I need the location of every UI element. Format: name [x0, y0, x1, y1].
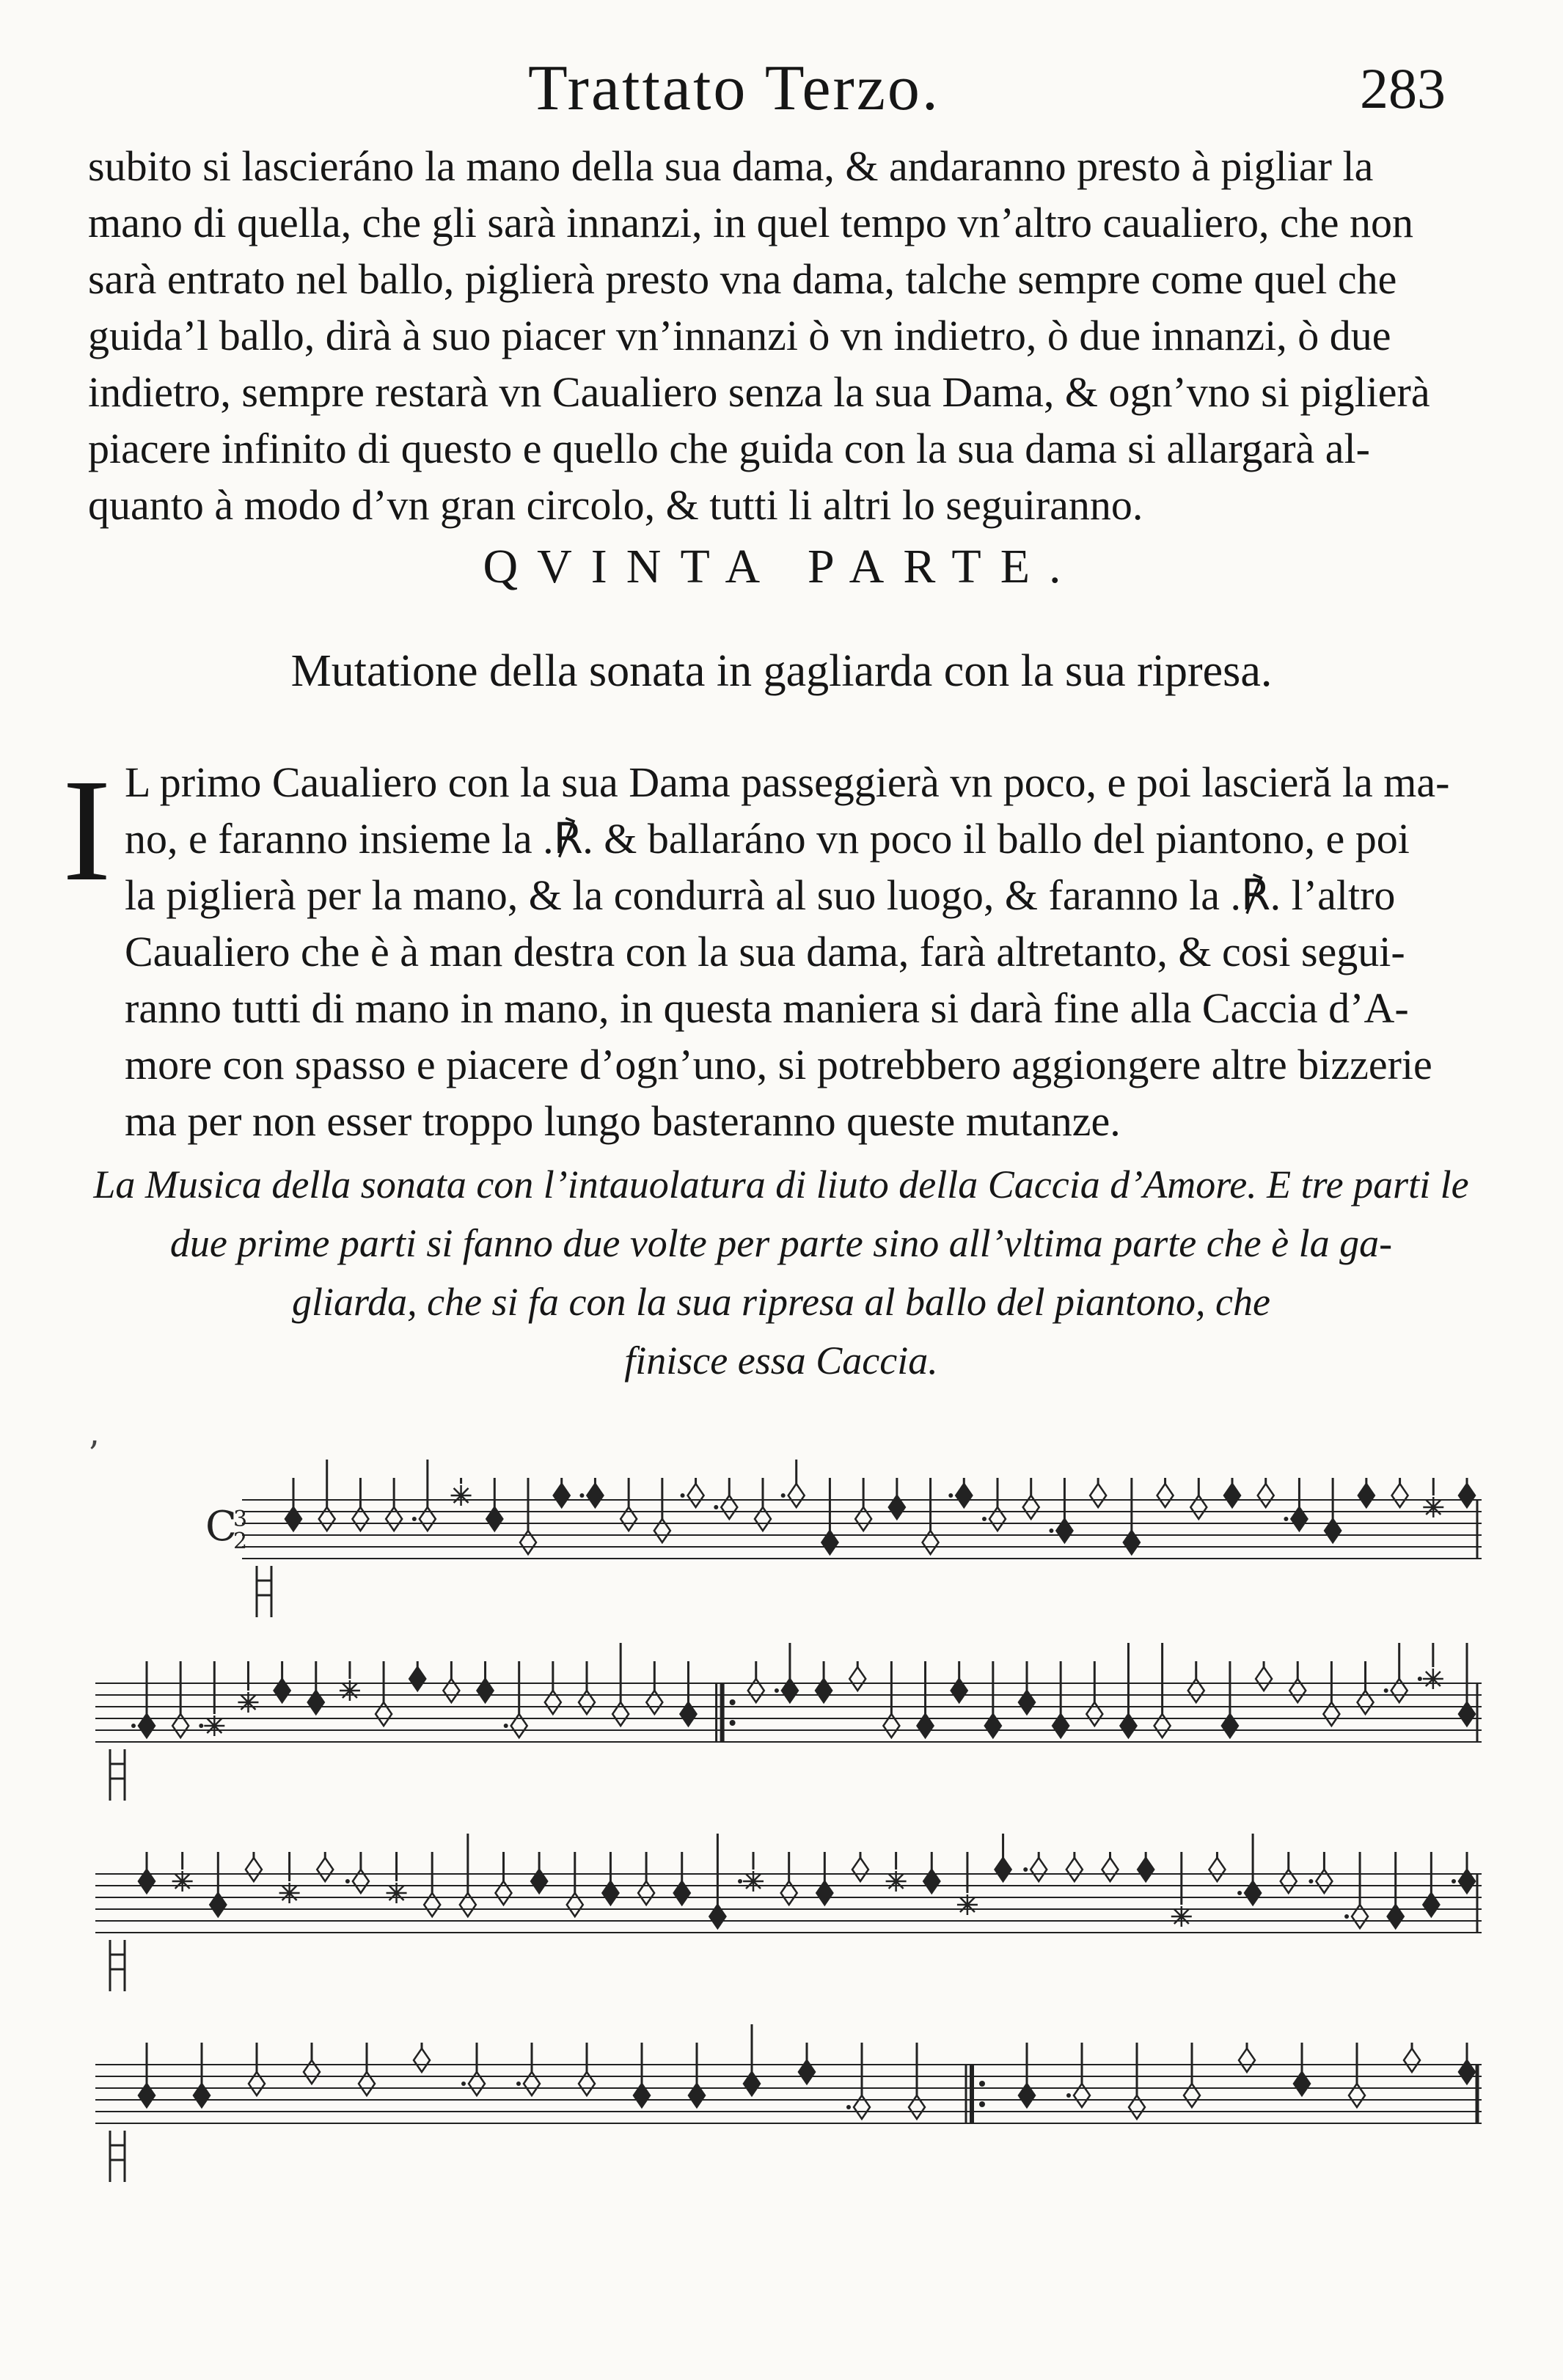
tablature-note-icon: [602, 1852, 618, 1905]
tablature-note-icon: [1171, 1852, 1192, 1927]
tablature-note-icon: [634, 2043, 650, 2107]
tablature-note-icon: [274, 1661, 290, 1702]
tablature-note-icon: [948, 1478, 972, 1507]
caption-line: finisce essa Caccia.: [624, 1339, 938, 1383]
tablature-note-icon: [1066, 1852, 1083, 1881]
music-caption: [73, 1155, 1489, 1390]
section-heading: QVINTA PARTE.: [483, 540, 1080, 593]
tablature-note-icon: [1459, 1643, 1475, 1726]
tablature-note-icon: [1308, 1852, 1332, 1893]
tablature-note-icon: [849, 1661, 865, 1691]
tablature-note-icon: [139, 1852, 155, 1893]
tablature-note-icon: [816, 1852, 832, 1905]
text-line: mano di quella, che gli sarà innanzi, in quel tempo vn’altro caualiero, che non: [88, 199, 1414, 246]
lute-tablature-system-2: [0, 1643, 1563, 1863]
time-signature-icon: [205, 1503, 247, 1554]
tablature-note-icon: [612, 1643, 629, 1726]
tablature-note-icon: [520, 1478, 536, 1554]
tablature-note-icon: [486, 1478, 502, 1531]
tablature-note-icon: [709, 1834, 725, 1928]
tablature-note-icon: [923, 1478, 939, 1554]
tablature-note-icon: [285, 1478, 301, 1531]
tablature-note-icon: [1418, 1643, 1443, 1689]
tablature-note-icon: [414, 2043, 430, 2072]
text-line: L primo Caualiero con la sua Dama passeggierà vn poco, e poi lascieră la ma-: [125, 758, 1450, 806]
tablature-note-icon: [1349, 2043, 1365, 2107]
caption-line: La Musica della sonata con l’intauolatura di liuto della Caccia d’Amore. E tre parti le: [93, 1162, 1469, 1207]
tablature-note-icon: [1086, 1661, 1102, 1726]
tablature-note-icon: [139, 2043, 155, 2107]
tablature-note-icon: [131, 1661, 155, 1738]
tablature-note-icon: [714, 1478, 737, 1519]
tablature-note-icon: [1289, 1661, 1306, 1702]
text-line: sarà entrato nel ballo, piglierà presto vna dama, talche sempre come quel che: [88, 255, 1397, 303]
lute-tablature-system-3: [0, 1834, 1563, 2054]
second-paragraph: [125, 754, 1489, 1149]
tablature-note-icon: [1120, 1643, 1136, 1738]
tablature-note-icon: [1023, 1852, 1047, 1881]
text-line: quanto à modo d’vn gran circolo, & tutti li altri lo seguiranno.: [88, 481, 1143, 529]
tablature-note-icon: [199, 1661, 224, 1736]
tablature-note-icon: [412, 1460, 436, 1531]
tablature-note-icon: [387, 1852, 407, 1903]
tablature-note-icon: [477, 1661, 494, 1702]
tablature-note-icon: [846, 2043, 870, 2119]
tablature-note-icon: [1157, 1478, 1174, 1507]
tablature-note-icon: [799, 2043, 815, 2084]
page-number: 283: [1360, 56, 1446, 120]
margin-mark: ’: [88, 1434, 100, 1475]
tablature-note-icon: [1102, 1852, 1119, 1881]
svg-text:C: C: [205, 1503, 237, 1550]
text-line: indietro, sempre restarà vn Caualiero senza la sua Dama, & ogn’vno si piglierà: [88, 368, 1430, 416]
tablature-note-icon: [1209, 1852, 1225, 1881]
tablature-note-icon: [1388, 1852, 1404, 1928]
tablature-note-icon: [1023, 1478, 1039, 1519]
tablature-note-icon: [567, 1852, 583, 1916]
tablature-note-icon: [1452, 1852, 1475, 1893]
page-title: Trattato Terzo.: [528, 53, 940, 124]
tablature-note-icon: [194, 2043, 210, 2107]
tablature-note-icon: [680, 1661, 696, 1726]
tablature-note-icon: [748, 1661, 764, 1702]
tablature-note-icon: [376, 1661, 392, 1726]
lute-tablature-system-4: [0, 2024, 1563, 2244]
drop-cap: I: [62, 750, 111, 912]
text-line: ma per non esser troppo lungo basteranno queste mutanze.: [125, 1097, 1121, 1145]
tablature-note-icon: [319, 1460, 335, 1531]
text-line: ranno tutti di mano in mano, in questa maniera si darà fine alla Caccia d’A-: [125, 984, 1409, 1032]
tablature-note-icon: [460, 1834, 476, 1916]
tablature-note-icon: [1281, 1852, 1297, 1893]
tablature-note-icon: [424, 1852, 440, 1916]
tablature-note-icon: [909, 2043, 925, 2119]
tablature-note-icon: [1392, 1478, 1408, 1507]
tablature-note-icon: [1325, 1478, 1341, 1542]
tablature-note-icon: [1237, 1834, 1261, 1905]
tablature-note-icon: [918, 1661, 934, 1738]
tablature-note-icon: [1256, 1661, 1272, 1691]
tablature-note-icon: [957, 1852, 978, 1915]
tablature-note-icon: [883, 1661, 899, 1738]
tablature-note-icon: [985, 1661, 1001, 1738]
tablature-note-icon: [995, 1834, 1011, 1881]
text-line: Caualiero che è à man destra con la sua dama, farà altretanto, & cosi segui-: [125, 928, 1405, 975]
svg-text:2: 2: [233, 1528, 248, 1554]
tablature-note-icon: [1239, 2043, 1255, 2072]
tablature-note-icon: [1019, 1661, 1035, 1714]
tablature-note-icon: [821, 1478, 838, 1554]
tablature-note-icon: [504, 1661, 527, 1738]
tablature-note-icon: [531, 1852, 547, 1893]
tablature-note-icon: [951, 1661, 967, 1702]
tablature-note-icon: [1358, 1478, 1375, 1507]
text-line: no, e faranno insieme la .℟. & ballaráno vn poco il ballo del piantono, e poi: [125, 815, 1410, 863]
tablature-note-icon: [1184, 2043, 1200, 2107]
tablature-note-icon: [852, 1852, 868, 1881]
tablature-note-icon: [1090, 1478, 1106, 1507]
tablature-note-icon: [674, 1852, 690, 1905]
tablature-note-icon: [1344, 1852, 1368, 1928]
rhythm-flag-icon: [257, 1566, 271, 1617]
section-subtitle: Mutatione della sonata in gagliarda con la sua ripresa.: [290, 646, 1273, 696]
tablature-note-icon: [579, 1478, 603, 1507]
tablature-note-icon: [1124, 1478, 1140, 1554]
tablature-note-icon: [1049, 1478, 1072, 1542]
tablature-note-icon: [1384, 1643, 1408, 1702]
tablature-note-icon: [1129, 2043, 1145, 2119]
rhythm-flag-icon: [110, 1749, 125, 1801]
tablature-note-icon: [1188, 1661, 1204, 1702]
tablature-note-icon: [654, 1478, 670, 1542]
tablature-note-icon: [1459, 2043, 1475, 2084]
tablature-note-icon: [1459, 1478, 1475, 1507]
tablature-note-icon: [1222, 1661, 1238, 1738]
tablature-note-icon: [923, 1852, 940, 1893]
tablature-note-icon: [172, 1661, 188, 1738]
tablature-note-icon: [1053, 1661, 1069, 1738]
tablature-note-icon: [889, 1478, 905, 1519]
tablature-note-icon: [1258, 1478, 1274, 1507]
tablature-note-icon: [775, 1643, 798, 1702]
tablature-note-icon: [1294, 2043, 1310, 2095]
tablature-note-icon: [681, 1478, 704, 1507]
opening-paragraph: [88, 138, 1482, 533]
text-line: more con spasso e piacere d’ogn’uno, si potrebbero aggiongere altre bizzerie: [125, 1041, 1432, 1088]
tablature-note-icon: [1423, 1852, 1439, 1916]
tablature-note-icon: [816, 1661, 832, 1702]
tablature-note-icon: [744, 2024, 760, 2095]
tablature-note-icon: [1404, 2043, 1420, 2072]
tablature-note-icon: [1323, 1661, 1339, 1726]
tablature-note-icon: [345, 1852, 369, 1893]
caption-line: gliarda, che si fa con la sua ripresa al ballo del piantono, che: [292, 1280, 1270, 1324]
tablature-note-icon: [1190, 1478, 1207, 1519]
tablature-note-icon: [1138, 1852, 1154, 1881]
tablature-note-icon: [317, 1852, 333, 1881]
repeat-barline-icon: [717, 1683, 736, 1742]
tablature-note-icon: [443, 1661, 459, 1702]
tablature-note-icon: [279, 1852, 300, 1903]
text-line: subito si lascieráno la mano della sua dama, & andaranno presto à pigliar la: [88, 142, 1374, 190]
tablature-note-icon: [210, 1852, 226, 1916]
tablature-note-icon: [1224, 1478, 1240, 1507]
text-line: guida’l ballo, dirà à suo piacer vn’innanzi ò vn indietro, ò due innanzi, ò due: [88, 312, 1391, 359]
rhythm-flag-icon: [110, 1940, 125, 1991]
tablature-note-icon: [1019, 2043, 1035, 2107]
tablature-note-icon: [238, 1661, 258, 1713]
running-head: [0, 51, 1563, 139]
rhythm-flag-icon: [110, 2131, 125, 2182]
tablature-note-icon: [451, 1478, 472, 1506]
tablature-note-icon: [409, 1661, 425, 1691]
tablature-note-icon: [304, 2043, 320, 2084]
text-line: piacere infinito di questo e quello che guida con la sua dama si allargarà al-: [88, 425, 1370, 472]
tablature-note-icon: [689, 2043, 705, 2107]
svg-text:3: 3: [233, 1506, 248, 1532]
tablature-note-icon: [246, 1852, 262, 1881]
text-line: la piglierà per la mano, & la condurrà al suo luogo, & faranno la .℟. l’altro: [125, 871, 1396, 919]
repeat-barline-icon: [966, 2065, 985, 2123]
tablature-note-icon: [308, 1661, 324, 1714]
tablature-note-icon: [1066, 2043, 1090, 2107]
tablature-note-icon: [1154, 1643, 1171, 1738]
tablature-note-icon: [554, 1478, 570, 1507]
caption-line: due prime parti si fanno due volte per parte sino all’vltima parte che è la ga-: [169, 1221, 1393, 1265]
